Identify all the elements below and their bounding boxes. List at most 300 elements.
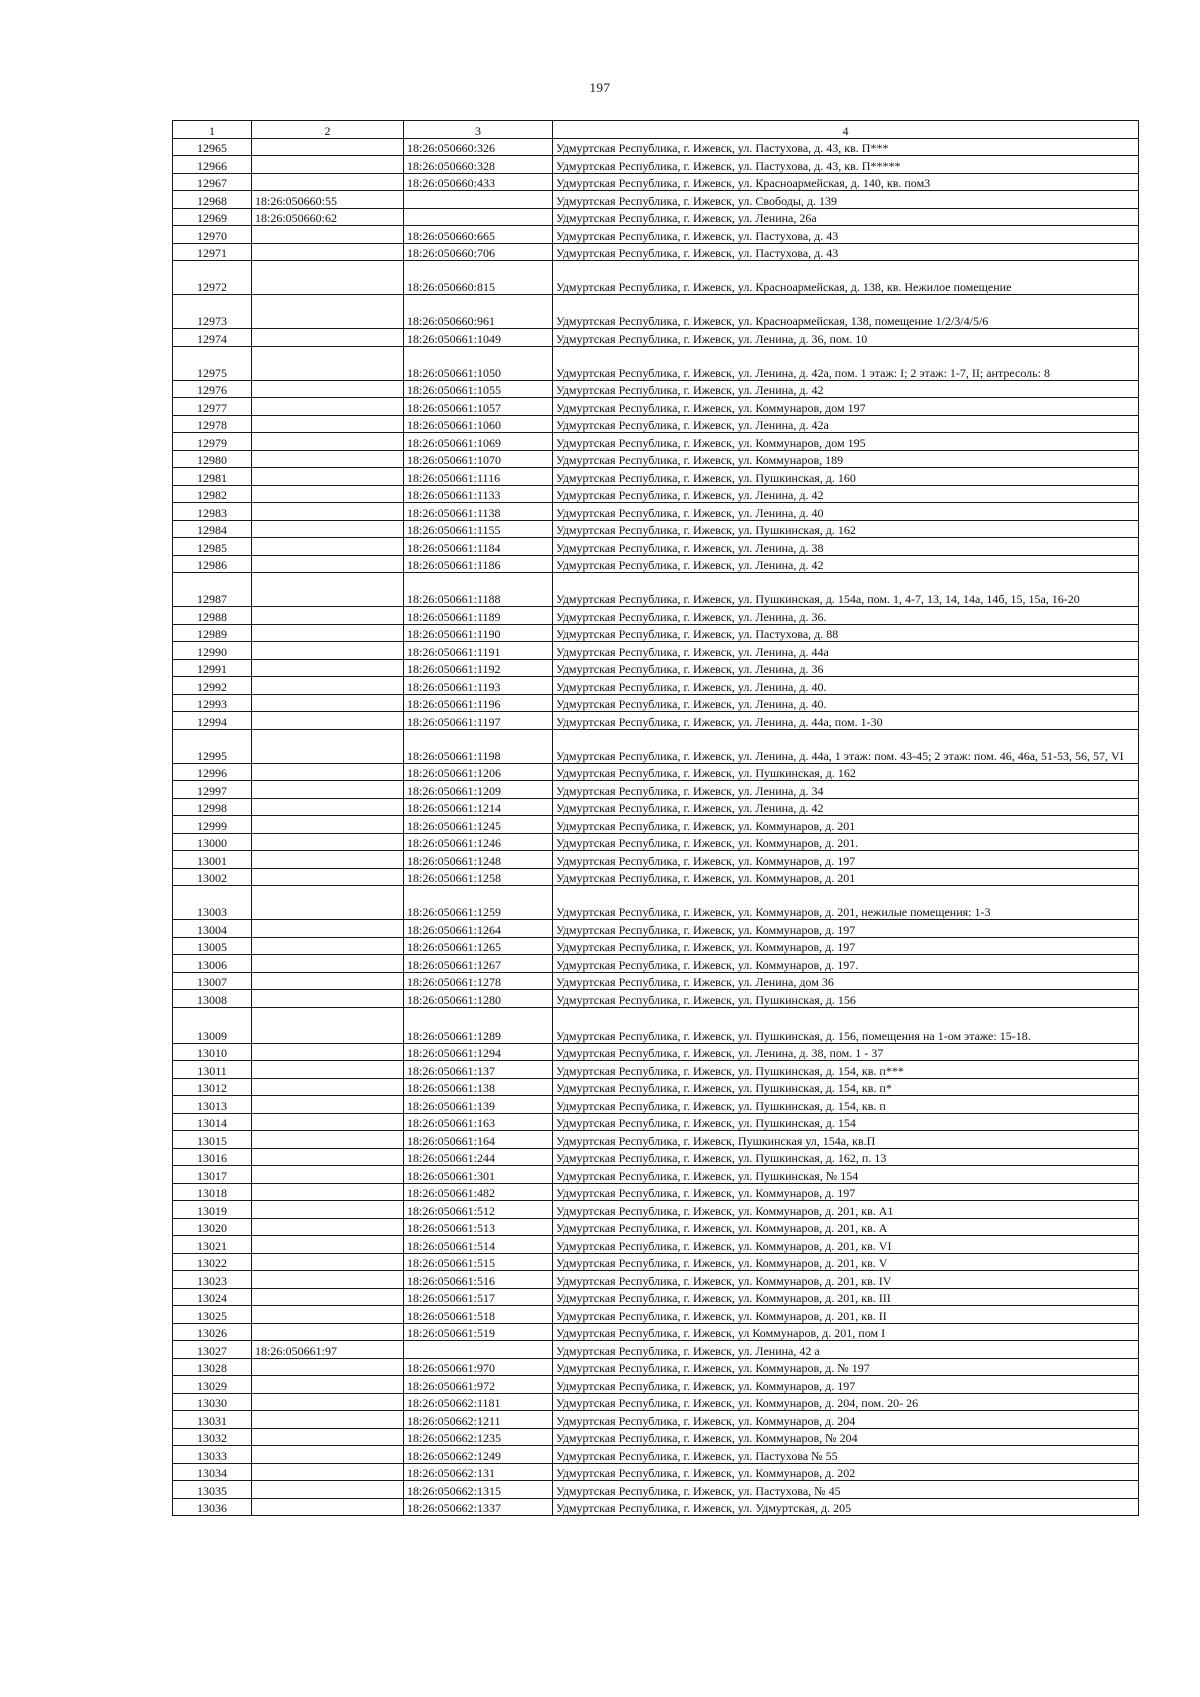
row-number-cell: 12973 bbox=[173, 295, 252, 329]
cadastral-number-cell: 18:26:050661:1265 bbox=[404, 937, 553, 955]
parcel-number-cell bbox=[252, 1007, 404, 1043]
row-number-cell: 13022 bbox=[173, 1253, 252, 1271]
cadastral-number-cell: 18:26:050661:517 bbox=[404, 1288, 553, 1306]
address-cell: Удмуртская Республика, г. Ижевск, ул. Ленина, д. 42 bbox=[553, 485, 1139, 503]
row-number-cell: 12991 bbox=[173, 659, 252, 677]
row-number-cell: 13012 bbox=[173, 1078, 252, 1096]
table-row bbox=[173, 1148, 1139, 1166]
parcel-number-cell bbox=[252, 781, 404, 799]
cadastral-number-cell: 18:26:050661:1070 bbox=[404, 450, 553, 468]
row-number-cell: 12979 bbox=[173, 433, 252, 451]
row-number-cell: 12983 bbox=[173, 503, 252, 521]
cadastral-number-cell: 18:26:050662:1315 bbox=[404, 1481, 553, 1499]
row-number-cell: 12977 bbox=[173, 398, 252, 416]
row-number-cell: 12965 bbox=[173, 138, 252, 156]
table-row bbox=[173, 1201, 1139, 1219]
parcel-number-cell bbox=[252, 1271, 404, 1289]
address-cell: Удмуртская Республика, г. Ижевск, ул. Пастухова, д. 88 bbox=[553, 624, 1139, 642]
table-row bbox=[173, 1428, 1139, 1446]
cadastral-number-cell: 18:26:050661:512 bbox=[404, 1201, 553, 1219]
cadastral-number-cell: 18:26:050661:516 bbox=[404, 1271, 553, 1289]
address-cell: Удмуртская Республика, г. Ижевск, ул. Коммунаров, дом 195 bbox=[553, 433, 1139, 451]
parcel-number-cell bbox=[252, 538, 404, 556]
address-cell: Удмуртская Республика, г. Ижевск, ул. Ленина, д. 44а bbox=[553, 642, 1139, 660]
parcel-number-cell bbox=[252, 607, 404, 625]
cadastral-number-cell: 18:26:050661:1197 bbox=[404, 712, 553, 730]
address-cell: Удмуртская Республика, г. Ижевск, ул. Пушкинская, д. 154, кв. п* bbox=[553, 1078, 1139, 1096]
table-row bbox=[173, 677, 1139, 695]
parcel-number-cell bbox=[252, 1498, 404, 1516]
table-row bbox=[173, 816, 1139, 834]
cadastral-number-cell bbox=[404, 191, 553, 209]
address-cell: Удмуртская Республика, г. Ижевск, ул. Ленина, д. 38, пом. 1 - 37 bbox=[553, 1043, 1139, 1061]
row-number-cell: 12993 bbox=[173, 694, 252, 712]
row-number-cell: 13024 bbox=[173, 1288, 252, 1306]
address-cell: Удмуртская Республика, г. Ижевск, ул. Коммунаров, д. 197 bbox=[553, 1376, 1139, 1394]
table-row bbox=[173, 1288, 1139, 1306]
parcel-number-cell bbox=[252, 1078, 404, 1096]
cadastral-number-cell: 18:26:050661:1060 bbox=[404, 415, 553, 433]
table-row bbox=[173, 712, 1139, 730]
row-number-cell: 12972 bbox=[173, 261, 252, 295]
cadastral-number-cell: 18:26:050661:1188 bbox=[404, 573, 553, 607]
table-row bbox=[173, 1271, 1139, 1289]
row-number-cell: 13025 bbox=[173, 1306, 252, 1324]
parcel-number-cell bbox=[252, 1306, 404, 1324]
cadastral-number-cell: 18:26:050661:1196 bbox=[404, 694, 553, 712]
row-number-cell: 12982 bbox=[173, 485, 252, 503]
row-number-cell: 12981 bbox=[173, 468, 252, 486]
parcel-number-cell bbox=[252, 1428, 404, 1446]
parcel-number-cell bbox=[252, 295, 404, 329]
cadastral-number-cell: 18:26:050660:815 bbox=[404, 261, 553, 295]
cadastral-number-cell: 18:26:050661:1214 bbox=[404, 798, 553, 816]
table-row bbox=[173, 380, 1139, 398]
table-header-row bbox=[173, 121, 1139, 139]
row-number-cell: 13021 bbox=[173, 1236, 252, 1254]
cadastral-number-cell: 18:26:050662:1235 bbox=[404, 1428, 553, 1446]
parcel-number-cell bbox=[252, 1481, 404, 1499]
cadastral-number-cell: 18:26:050661:137 bbox=[404, 1061, 553, 1079]
parcel-number-cell bbox=[252, 173, 404, 191]
parcel-number-cell bbox=[252, 763, 404, 781]
cadastral-number-cell: 18:26:050662:1211 bbox=[404, 1411, 553, 1429]
address-cell: Удмуртская Республика, г. Ижевск, ул. Ленина, 42 а bbox=[553, 1341, 1139, 1359]
row-number-cell: 13005 bbox=[173, 937, 252, 955]
cadastral-number-cell: 18:26:050662:1337 bbox=[404, 1498, 553, 1516]
address-cell: Удмуртская Республика, г. Ижевск, ул. Красноармейская, д. 138, кв. Нежилое помещение bbox=[553, 261, 1139, 295]
row-number-cell: 13015 bbox=[173, 1131, 252, 1149]
parcel-number-cell bbox=[252, 415, 404, 433]
row-number-cell: 13004 bbox=[173, 920, 252, 938]
parcel-number-cell bbox=[252, 990, 404, 1008]
address-cell: Удмуртская Республика, г. Ижевск, ул. Коммунаров, д. 204 bbox=[553, 1411, 1139, 1429]
address-cell: Удмуртская Республика, г. Ижевск, ул. Пастухова, д. 43, кв. П*** bbox=[553, 138, 1139, 156]
address-cell: Удмуртская Республика, г. Ижевск, ул. Коммунаров, д. № 197 bbox=[553, 1358, 1139, 1376]
parcel-number-cell bbox=[252, 624, 404, 642]
table-row bbox=[173, 868, 1139, 886]
table-row bbox=[173, 1393, 1139, 1411]
parcel-number-cell bbox=[252, 1218, 404, 1236]
table-row bbox=[173, 243, 1139, 261]
address-cell: Удмуртская Республика, г. Ижевск, ул. Коммунаров, д. 201, кв. II bbox=[553, 1306, 1139, 1324]
table-body bbox=[173, 138, 1139, 1516]
address-cell: Удмуртская Республика, г. Ижевск, ул. Коммунаров, д. 197 bbox=[553, 1183, 1139, 1201]
cadastral-number-cell: 18:26:050661:1155 bbox=[404, 520, 553, 538]
column-header-1: 1 bbox=[173, 121, 252, 139]
cadastral-number-cell: 18:26:050661:1133 bbox=[404, 485, 553, 503]
table-row bbox=[173, 851, 1139, 869]
address-cell: Удмуртская Республика, г. Ижевск, ул. Пушкинская, д. 156 bbox=[553, 990, 1139, 1008]
address-cell: Удмуртская Республика, г. Ижевск, ул. Пастухова № 55 bbox=[553, 1446, 1139, 1464]
table-row bbox=[173, 781, 1139, 799]
row-number-cell: 13000 bbox=[173, 833, 252, 851]
parcel-number-cell bbox=[252, 886, 404, 920]
address-cell: Удмуртская Республика, г. Ижевск, ул Коммунаров, д. 201, пом I bbox=[553, 1323, 1139, 1341]
cadastral-number-cell: 18:26:050661:1192 bbox=[404, 659, 553, 677]
property-table bbox=[172, 120, 1139, 1516]
row-number-cell: 12975 bbox=[173, 346, 252, 380]
row-number-cell: 12969 bbox=[173, 208, 252, 226]
table-row bbox=[173, 346, 1139, 380]
row-number-cell: 13006 bbox=[173, 955, 252, 973]
parcel-number-cell bbox=[252, 1043, 404, 1061]
table-row bbox=[173, 624, 1139, 642]
address-cell: Удмуртская Республика, г. Ижевск, ул. Коммунаров, дом 197 bbox=[553, 398, 1139, 416]
table-row bbox=[173, 329, 1139, 347]
parcel-number-cell bbox=[252, 712, 404, 730]
cadastral-number-cell: 18:26:050661:514 bbox=[404, 1236, 553, 1254]
table-row bbox=[173, 555, 1139, 573]
table-row bbox=[173, 886, 1139, 920]
row-number-cell: 13026 bbox=[173, 1323, 252, 1341]
address-cell: Удмуртская Республика, г. Ижевск, ул. Свободы, д. 139 bbox=[553, 191, 1139, 209]
cadastral-number-cell: 18:26:050661:1289 bbox=[404, 1007, 553, 1043]
row-number-cell: 13036 bbox=[173, 1498, 252, 1516]
parcel-number-cell bbox=[252, 226, 404, 244]
parcel-number-cell bbox=[252, 1131, 404, 1149]
row-number-cell: 12980 bbox=[173, 450, 252, 468]
table-row bbox=[173, 1306, 1139, 1324]
table-row bbox=[173, 1007, 1139, 1043]
parcel-number-cell bbox=[252, 851, 404, 869]
address-cell: Удмуртская Республика, г. Ижевск, ул. Пастухова, д. 43 bbox=[553, 226, 1139, 244]
cadastral-number-cell: 18:26:050662:131 bbox=[404, 1463, 553, 1481]
table-row bbox=[173, 955, 1139, 973]
table-row bbox=[173, 520, 1139, 538]
parcel-number-cell bbox=[252, 955, 404, 973]
table-row bbox=[173, 450, 1139, 468]
cadastral-number-cell: 18:26:050660:665 bbox=[404, 226, 553, 244]
address-cell: Удмуртская Республика, г. Ижевск, ул. Коммунаров, д. 197 bbox=[553, 937, 1139, 955]
table-row bbox=[173, 1096, 1139, 1114]
table-row bbox=[173, 261, 1139, 295]
parcel-number-cell bbox=[252, 1201, 404, 1219]
parcel-number-cell: 18:26:050661:97 bbox=[252, 1341, 404, 1359]
cadastral-number-cell: 18:26:050661:518 bbox=[404, 1306, 553, 1324]
address-cell: Удмуртская Республика, г. Ижевск, ул. Коммунаров, д. 197 bbox=[553, 920, 1139, 938]
row-number-cell: 13003 bbox=[173, 886, 252, 920]
parcel-number-cell bbox=[252, 243, 404, 261]
address-cell: Удмуртская Республика, г. Ижевск, ул. Коммунаров, д. 201 bbox=[553, 816, 1139, 834]
address-cell: Удмуртская Республика, г. Ижевск, ул. Пастухова, д. 43, кв. П***** bbox=[553, 156, 1139, 174]
row-number-cell: 12976 bbox=[173, 380, 252, 398]
parcel-number-cell bbox=[252, 694, 404, 712]
parcel-number-cell bbox=[252, 520, 404, 538]
address-cell: Удмуртская Республика, г. Ижевск, ул. Ленина, д. 42 bbox=[553, 798, 1139, 816]
parcel-number-cell bbox=[252, 1446, 404, 1464]
row-number-cell: 12998 bbox=[173, 798, 252, 816]
address-cell: Удмуртская Республика, г. Ижевск, ул. Пушкинская, д. 162, п. 13 bbox=[553, 1148, 1139, 1166]
cadastral-number-cell: 18:26:050661:1278 bbox=[404, 972, 553, 990]
parcel-number-cell bbox=[252, 503, 404, 521]
cadastral-number-cell: 18:26:050662:1181 bbox=[404, 1393, 553, 1411]
parcel-number-cell bbox=[252, 1411, 404, 1429]
table-row bbox=[173, 468, 1139, 486]
address-cell: Удмуртская Республика, г. Ижевск, ул. Коммунаров, д. 204, пом. 20- 26 bbox=[553, 1393, 1139, 1411]
address-cell: Удмуртская Республика, г. Ижевск, ул. Ленина, д. 42 bbox=[553, 555, 1139, 573]
table-row bbox=[173, 833, 1139, 851]
parcel-number-cell bbox=[252, 380, 404, 398]
parcel-number-cell bbox=[252, 729, 404, 763]
cadastral-number-cell: 18:26:050661:1050 bbox=[404, 346, 553, 380]
address-cell: Удмуртская Республика, г. Ижевск, ул. Ленина, д. 42а bbox=[553, 415, 1139, 433]
address-cell: Удмуртская Республика, г. Ижевск, ул. Ленина, д. 34 bbox=[553, 781, 1139, 799]
address-cell: Удмуртская Республика, г. Ижевск, ул. Ленина, д. 44а, 1 этаж: пом. 43-45; 2 этаж: пом. 46, 46а, 51-53, 56, 57, VI bbox=[553, 729, 1139, 763]
address-cell: Удмуртская Республика, г. Ижевск, ул. Пушкинская, д. 154а, пом. 1, 4-7, 13, 14, 14а, 14б, 15, 15а, 16-20 bbox=[553, 573, 1139, 607]
row-number-cell: 12984 bbox=[173, 520, 252, 538]
row-number-cell: 13014 bbox=[173, 1113, 252, 1131]
address-cell: Удмуртская Республика, г. Ижевск, ул. Коммунаров, д. 201 bbox=[553, 868, 1139, 886]
cadastral-number-cell: 18:26:050661:1189 bbox=[404, 607, 553, 625]
cadastral-number-cell: 18:26:050661:1264 bbox=[404, 920, 553, 938]
parcel-number-cell bbox=[252, 485, 404, 503]
parcel-number-cell bbox=[252, 1113, 404, 1131]
address-cell: Удмуртская Республика, г. Ижевск, ул. Красноармейская, 138, помещение 1/2/3/4/5/6 bbox=[553, 295, 1139, 329]
address-cell: Удмуртская Республика, г. Ижевск, ул. Ленина, д. 42а, пом. 1 этаж: I; 2 этаж: 1-7, II; антресоль: 8 bbox=[553, 346, 1139, 380]
table-row bbox=[173, 1131, 1139, 1149]
cadastral-number-cell: 18:26:050661:515 bbox=[404, 1253, 553, 1271]
parcel-number-cell bbox=[252, 555, 404, 573]
parcel-number-cell bbox=[252, 868, 404, 886]
parcel-number-cell: 18:26:050660:62 bbox=[252, 208, 404, 226]
cadastral-number-cell: 18:26:050660:961 bbox=[404, 295, 553, 329]
parcel-number-cell bbox=[252, 833, 404, 851]
row-number-cell: 12971 bbox=[173, 243, 252, 261]
table-row bbox=[173, 1113, 1139, 1131]
parcel-number-cell bbox=[252, 659, 404, 677]
parcel-number-cell bbox=[252, 1148, 404, 1166]
row-number-cell: 12985 bbox=[173, 538, 252, 556]
address-cell: Удмуртская Республика, г. Ижевск, ул. Коммунаров, д. 202 bbox=[553, 1463, 1139, 1481]
table-row bbox=[173, 503, 1139, 521]
table-row bbox=[173, 763, 1139, 781]
address-cell: Удмуртская Республика, г. Ижевск, ул. Коммунаров, д. 201, кв. А bbox=[553, 1218, 1139, 1236]
row-number-cell: 13018 bbox=[173, 1183, 252, 1201]
row-number-cell: 12978 bbox=[173, 415, 252, 433]
table-row bbox=[173, 1166, 1139, 1184]
column-header-3: 3 bbox=[404, 121, 553, 139]
table-row bbox=[173, 607, 1139, 625]
table-row bbox=[173, 1376, 1139, 1394]
cadastral-number-cell: 18:26:050661:519 bbox=[404, 1323, 553, 1341]
address-cell: Удмуртская Республика, г. Ижевск, ул. Коммунаров, д. 197. bbox=[553, 955, 1139, 973]
page-number: 197 bbox=[589, 80, 611, 95]
row-number-cell: 13001 bbox=[173, 851, 252, 869]
cadastral-number-cell: 18:26:050661:1138 bbox=[404, 503, 553, 521]
cadastral-number-cell: 18:26:050661:1186 bbox=[404, 555, 553, 573]
row-number-cell: 13002 bbox=[173, 868, 252, 886]
table-row bbox=[173, 398, 1139, 416]
cadastral-number-cell: 18:26:050661:1248 bbox=[404, 851, 553, 869]
cadastral-number-cell: 18:26:050661:972 bbox=[404, 1376, 553, 1394]
table-row bbox=[173, 1341, 1139, 1359]
cadastral-number-cell bbox=[404, 208, 553, 226]
cadastral-number-cell: 18:26:050661:1198 bbox=[404, 729, 553, 763]
row-number-cell: 13007 bbox=[173, 972, 252, 990]
address-cell: Удмуртская Республика, г. Ижевск, Пушкинская ул, 154а, кв.П bbox=[553, 1131, 1139, 1149]
table-row bbox=[173, 415, 1139, 433]
row-number-cell: 13031 bbox=[173, 1411, 252, 1429]
cadastral-number-cell: 18:26:050661:1069 bbox=[404, 433, 553, 451]
table-row bbox=[173, 208, 1139, 226]
table-row bbox=[173, 1183, 1139, 1201]
parcel-number-cell bbox=[252, 329, 404, 347]
row-number-cell: 12992 bbox=[173, 677, 252, 695]
parcel-number-cell bbox=[252, 573, 404, 607]
table-row bbox=[173, 433, 1139, 451]
row-number-cell: 13034 bbox=[173, 1463, 252, 1481]
row-number-cell: 12988 bbox=[173, 607, 252, 625]
address-cell: Удмуртская Республика, г. Ижевск, ул. Пушкинская, д. 156, помещения на 1-ом этаже: 15-18. bbox=[553, 1007, 1139, 1043]
cadastral-number-cell: 18:26:050661:244 bbox=[404, 1148, 553, 1166]
parcel-number-cell bbox=[252, 642, 404, 660]
address-cell: Удмуртская Республика, г. Ижевск, ул. Красноармейская, д. 140, кв. пом3 bbox=[553, 173, 1139, 191]
cadastral-number-cell: 18:26:050661:138 bbox=[404, 1078, 553, 1096]
cadastral-number-cell: 18:26:050661:1294 bbox=[404, 1043, 553, 1061]
cadastral-number-cell: 18:26:050661:301 bbox=[404, 1166, 553, 1184]
parcel-number-cell bbox=[252, 1463, 404, 1481]
table-row bbox=[173, 659, 1139, 677]
address-cell: Удмуртская Республика, г. Ижевск, ул. Коммунаров, д. 197 bbox=[553, 851, 1139, 869]
table-row bbox=[173, 295, 1139, 329]
address-cell: Удмуртская Республика, г. Ижевск, ул. Пастухова, д. 43 bbox=[553, 243, 1139, 261]
row-number-cell: 13020 bbox=[173, 1218, 252, 1236]
cadastral-number-cell: 18:26:050660:326 bbox=[404, 138, 553, 156]
address-cell: Удмуртская Республика, г. Ижевск, ул. Ленина, дом 36 bbox=[553, 972, 1139, 990]
table-row bbox=[173, 1043, 1139, 1061]
parcel-number-cell bbox=[252, 346, 404, 380]
cadastral-number-cell: 18:26:050661:139 bbox=[404, 1096, 553, 1114]
row-number-cell: 13027 bbox=[173, 1341, 252, 1359]
table-row bbox=[173, 1218, 1139, 1236]
parcel-number-cell bbox=[252, 937, 404, 955]
row-number-cell: 13033 bbox=[173, 1446, 252, 1464]
row-number-cell: 12996 bbox=[173, 763, 252, 781]
cadastral-number-cell: 18:26:050661:1191 bbox=[404, 642, 553, 660]
address-cell: Удмуртская Республика, г. Ижевск, ул. Пушкинская, д. 154, кв. п bbox=[553, 1096, 1139, 1114]
table-row bbox=[173, 1323, 1139, 1341]
table-row bbox=[173, 485, 1139, 503]
table-row bbox=[173, 191, 1139, 209]
table-row bbox=[173, 1078, 1139, 1096]
row-number-cell: 12987 bbox=[173, 573, 252, 607]
parcel-number-cell bbox=[252, 1288, 404, 1306]
cadastral-number-cell: 18:26:050662:1249 bbox=[404, 1446, 553, 1464]
parcel-number-cell bbox=[252, 1061, 404, 1079]
address-cell: Удмуртская Республика, г. Ижевск, ул. Пастухова, № 45 bbox=[553, 1481, 1139, 1499]
parcel-number-cell bbox=[252, 1236, 404, 1254]
parcel-number-cell bbox=[252, 1358, 404, 1376]
address-cell: Удмуртская Республика, г. Ижевск, ул. Ленина, д. 40. bbox=[553, 694, 1139, 712]
cadastral-number-cell: 18:26:050661:1246 bbox=[404, 833, 553, 851]
address-cell: Удмуртская Республика, г. Ижевск, ул. Коммунаров, д. 201, кв. VI bbox=[553, 1236, 1139, 1254]
parcel-number-cell: 18:26:050660:55 bbox=[252, 191, 404, 209]
row-number-cell: 13029 bbox=[173, 1376, 252, 1394]
parcel-number-cell bbox=[252, 156, 404, 174]
parcel-number-cell bbox=[252, 798, 404, 816]
table-row bbox=[173, 642, 1139, 660]
row-number-cell: 12989 bbox=[173, 624, 252, 642]
address-cell: Удмуртская Республика, г. Ижевск, ул. Пушкинская, № 154 bbox=[553, 1166, 1139, 1184]
address-cell: Удмуртская Республика, г. Ижевск, ул. Ленина, 26а bbox=[553, 208, 1139, 226]
parcel-number-cell bbox=[252, 433, 404, 451]
table-row bbox=[173, 990, 1139, 1008]
table-row bbox=[173, 937, 1139, 955]
row-number-cell: 13013 bbox=[173, 1096, 252, 1114]
row-number-cell: 13010 bbox=[173, 1043, 252, 1061]
cadastral-number-cell bbox=[404, 1341, 553, 1359]
cadastral-number-cell: 18:26:050661:970 bbox=[404, 1358, 553, 1376]
table-row bbox=[173, 694, 1139, 712]
parcel-number-cell bbox=[252, 261, 404, 295]
cadastral-number-cell: 18:26:050661:1206 bbox=[404, 763, 553, 781]
cadastral-number-cell: 18:26:050661:1280 bbox=[404, 990, 553, 1008]
cadastral-number-cell: 18:26:050661:1245 bbox=[404, 816, 553, 834]
column-header-2: 2 bbox=[252, 121, 404, 139]
address-cell: Удмуртская Республика, г. Ижевск, ул. Коммунаров, д. 201, кв. IV bbox=[553, 1271, 1139, 1289]
address-cell: Удмуртская Республика, г. Ижевск, ул. Ленина, д. 40. bbox=[553, 677, 1139, 695]
table-row bbox=[173, 573, 1139, 607]
row-number-cell: 12999 bbox=[173, 816, 252, 834]
table-row bbox=[173, 972, 1139, 990]
table-row bbox=[173, 1481, 1139, 1499]
address-cell: Удмуртская Республика, г. Ижевск, ул. Ленина, д. 42 bbox=[553, 380, 1139, 398]
table-row bbox=[173, 729, 1139, 763]
cadastral-number-cell: 18:26:050661:1049 bbox=[404, 329, 553, 347]
parcel-number-cell bbox=[252, 816, 404, 834]
column-header-4: 4 bbox=[553, 121, 1139, 139]
cadastral-number-cell: 18:26:050660:433 bbox=[404, 173, 553, 191]
table-row bbox=[173, 1498, 1139, 1516]
cadastral-number-cell: 18:26:050661:1193 bbox=[404, 677, 553, 695]
table-row bbox=[173, 1061, 1139, 1079]
parcel-number-cell bbox=[252, 450, 404, 468]
row-number-cell: 12966 bbox=[173, 156, 252, 174]
cadastral-number-cell: 18:26:050661:513 bbox=[404, 1218, 553, 1236]
address-cell: Удмуртская Республика, г. Ижевск, ул. Коммунаров, д. 201, кв. III bbox=[553, 1288, 1139, 1306]
parcel-number-cell bbox=[252, 920, 404, 938]
address-cell: Удмуртская Республика, г. Ижевск, ул. Коммунаров, д. 201, кв. А1 bbox=[553, 1201, 1139, 1219]
parcel-number-cell bbox=[252, 468, 404, 486]
cadastral-number-cell: 18:26:050661:1190 bbox=[404, 624, 553, 642]
parcel-number-cell bbox=[252, 1376, 404, 1394]
cadastral-number-cell: 18:26:050660:328 bbox=[404, 156, 553, 174]
address-cell: Удмуртская Республика, г. Ижевск, ул. Коммунаров, д. 201. bbox=[553, 833, 1139, 851]
table-row bbox=[173, 1236, 1139, 1254]
cadastral-number-cell: 18:26:050661:1258 bbox=[404, 868, 553, 886]
cadastral-number-cell: 18:26:050660:706 bbox=[404, 243, 553, 261]
